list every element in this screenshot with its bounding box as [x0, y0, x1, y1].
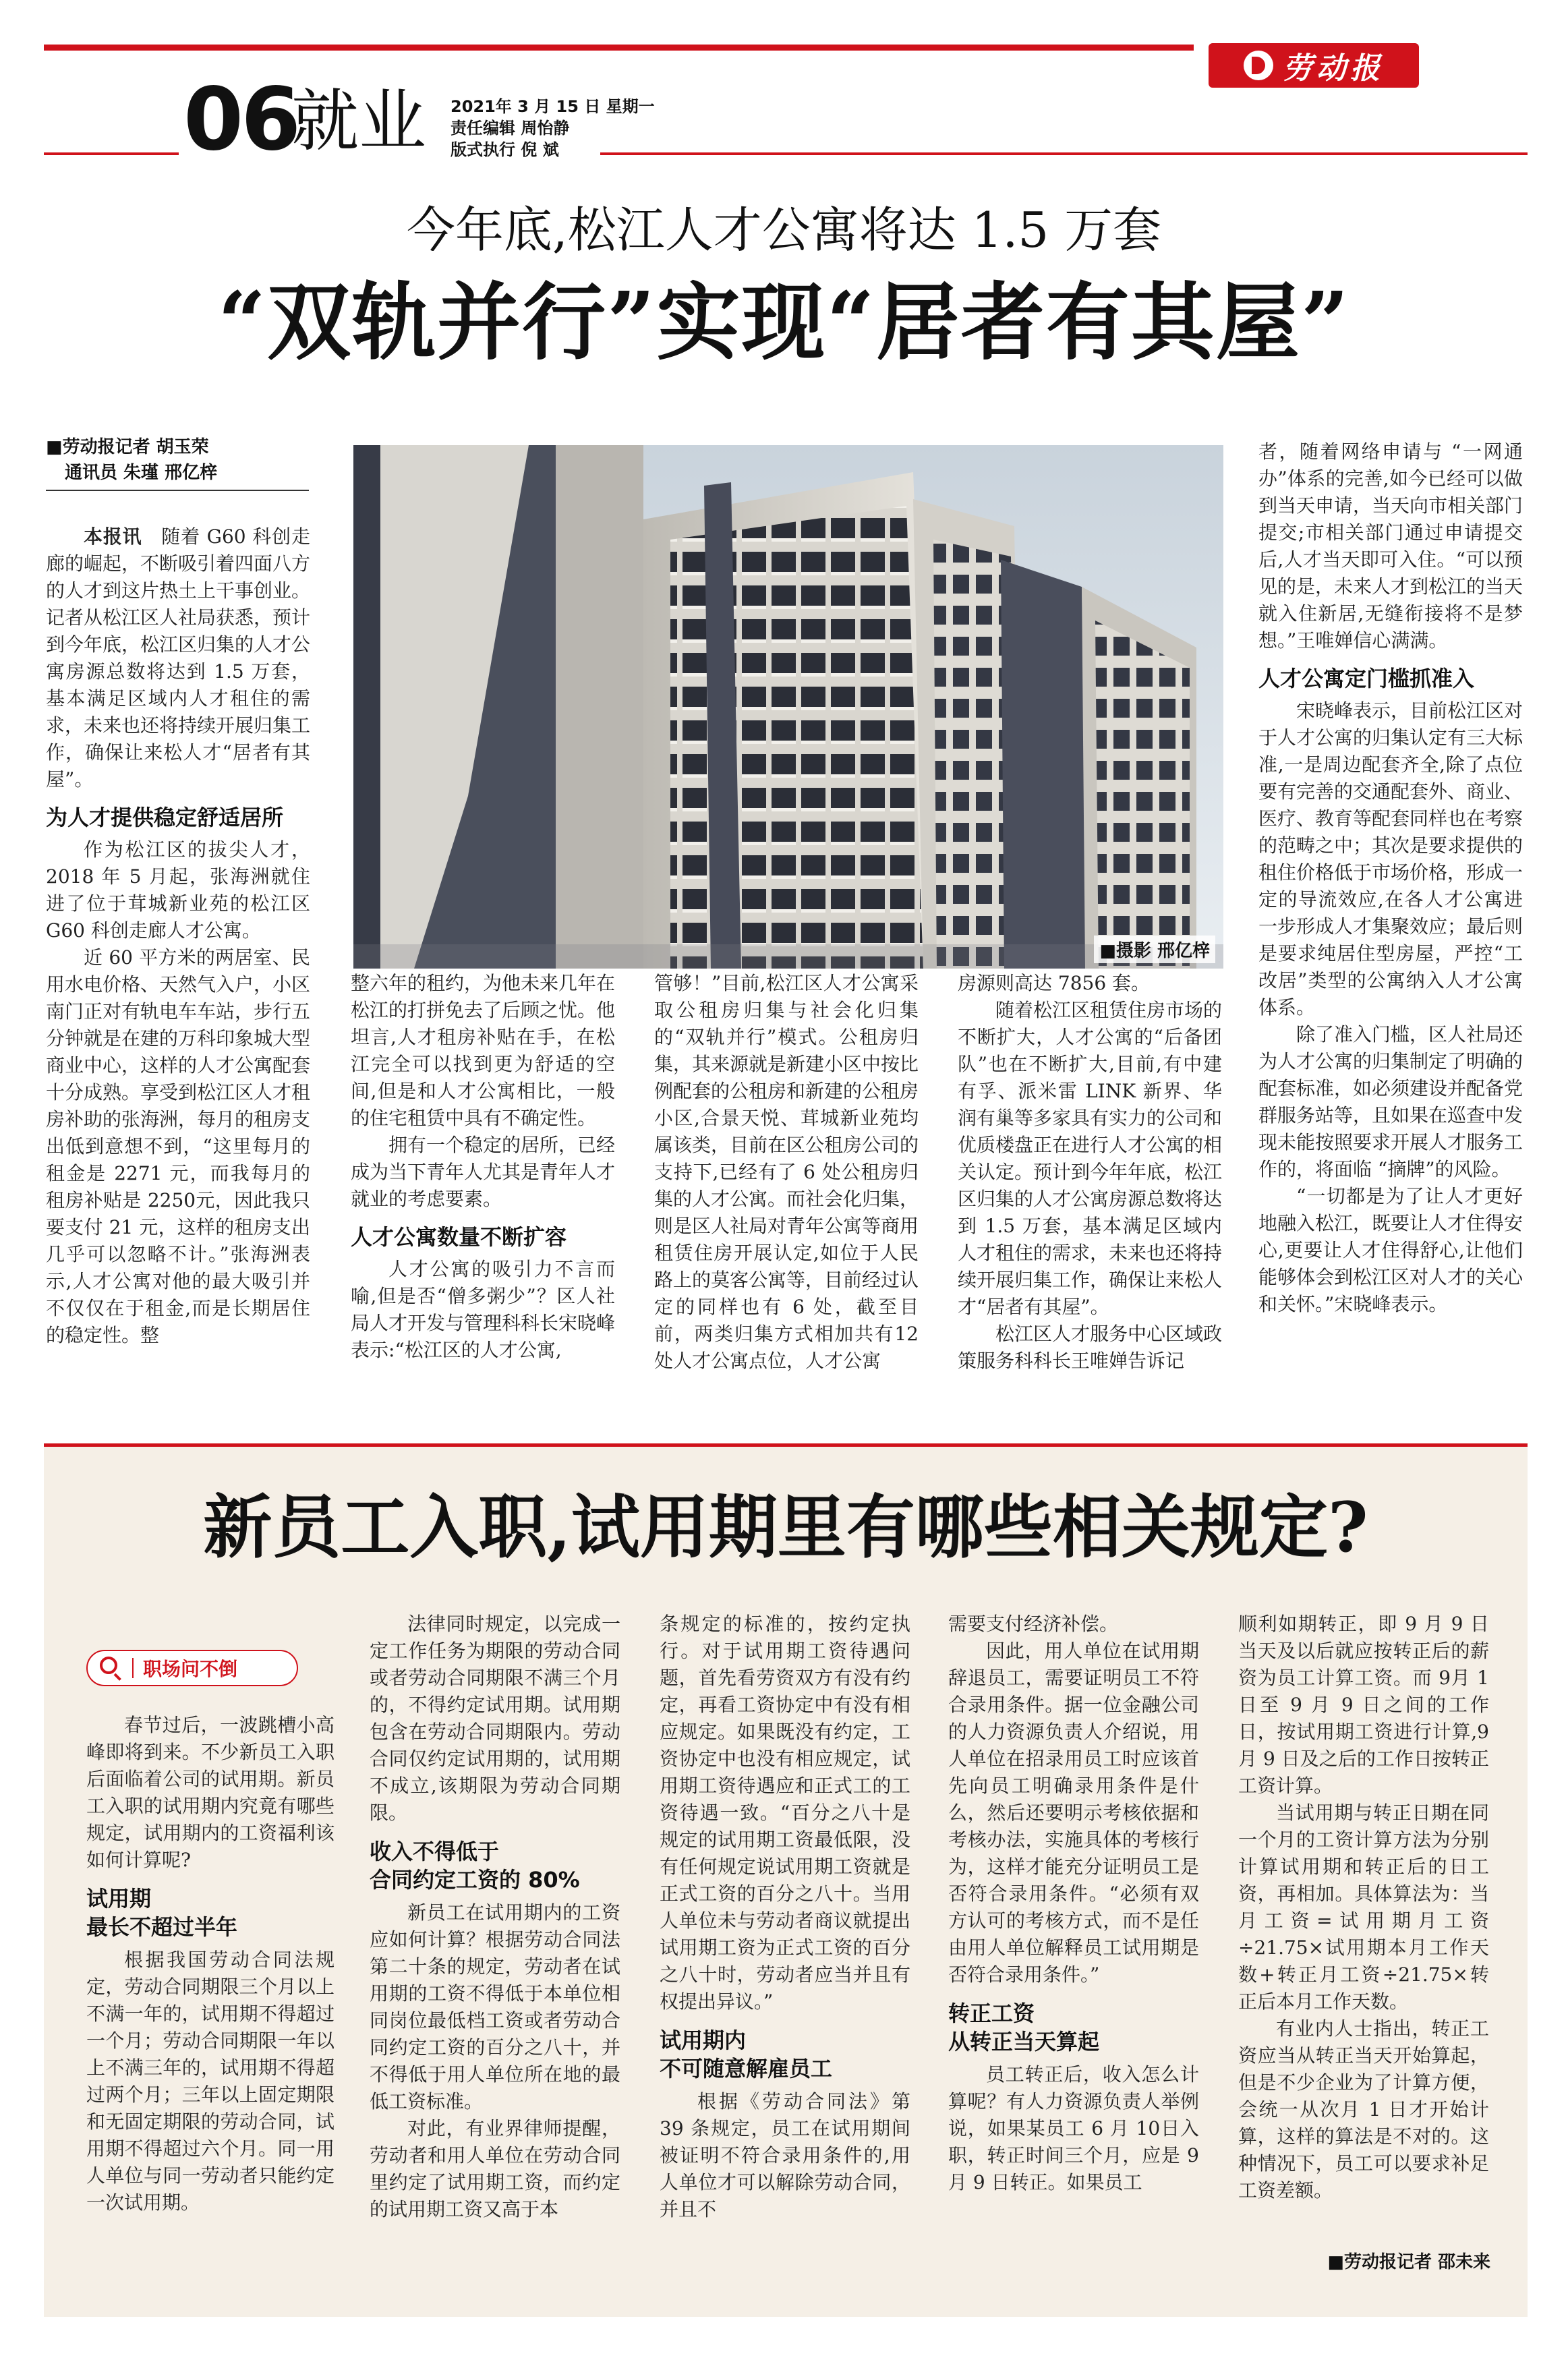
article1-paragraph: 除了准入门槛，区人社局还为人才公寓的归集制定了明确的配套标准，如必须建设并配备党群服务站等，且如果在巡查中发现未能按照要求开展人才服务工作的，将面临 “摘牌”的风险。 [1258, 1023, 1523, 1180]
layout-editor: 版式执行 倪 斌 [451, 140, 559, 159]
article2-column-2 [370, 1611, 620, 2278]
column-tag-label: 职场问不倒 [143, 1658, 238, 1680]
building-photo [353, 445, 1223, 969]
article1-paragraph: 整六年的租约，为他未来几年在松江的打拼免去了后顾之忧。他坦言,人才租房补贴在手，在松江完全可以找到更为舒适的空间,但是和人才公寓相比，一般的住宅租赁中具有不确定性。 [351, 972, 615, 1129]
search-icon [100, 1657, 123, 1679]
article2-red-rule [44, 1443, 1528, 1447]
article1-paragraph: 近 60 平方米的两居室、民用水电价格、天然气入户，小区南门正对有轨电车车站，步行五分钟就是在建的万科印象城大型商业中心，这样的人才公寓配套十分成熟。享受到松江区人才租房补助的张海洲，每月的租房支出低到意想不到，“这里每月的租金是 2271 元，而我每月的租房补贴是 2250元，因此我只要支付 21 元，这样的租房支出几乎可以忽略不计。”张海洲表示,人才公寓对他的最大吸引并不仅仅在于租金,而是长期居住的稳定性。整 [46, 946, 310, 1346]
article1-paragraph: 管够！”目前,松江区人才公寓采取公租房归集与社会化归集的“双轨并行”模式。公租房归集，其来源就是新建小区中按比例配套的公租房和新建的公租房小区,合景天悦、茸城新业苑均属该类，目前在区公租房公司的支持下,已经有了 6 处公租房归集的人才公寓。而社会化归集，则是区人社局对青年公寓等商用租赁住房开展认定,如位于人民路上的莫客公寓等，目前经过认定的同样也有 6 处，截至目前，两类归集方式相加共有12 处人才公寓点位，人才公寓 [654, 972, 919, 1372]
article2-paragraph: 根据《劳动合同法》第 39 条规定，员工在试用期间被证明不符合录用条件的,用人单位才可以解除劳动合同，并且不 [660, 2090, 910, 2220]
article2-paragraph: 因此，用人单位在试用期辞退员工，需要证明员工不符合录用条件。据一位金融公司的人力资源负责人介绍说，用人单位在招录用员工时应该首先向员工明确录用条件是什么，然后还要明示考核依据和考核办法，实施具体的考核行为，这样才能充分证明员工是否符合录用条件。“必须有双方认可的考核方式，而不是任由用人单位解释员工试用期是否符合录用条件。” [948, 1640, 1199, 1986]
paper-name: 劳动报 [1283, 51, 1384, 86]
article1-column-1 [46, 523, 310, 1411]
section-title: 就业 [291, 82, 426, 161]
responsible-editor: 责任编辑 周怡静 [451, 119, 570, 138]
article1-intro-paragraph: 本报讯 随着 G60 科创走廊的崛起，不断吸引着四面八方的人才到这片热土上干事创业。记者从松江区人社局获悉，预计到今年底，松江区归集的人才公寓房源总数将达到 1.5 万套，基本满足区域内人才租住的需求，未来也还将持续开展归集工作，确保让来松人才“居者有其屋”。 [46, 525, 310, 791]
article2-paragraph: 当试用期与转正日期在同一个月的工资计算方法为分别计算试用期和转正后的日工资，再相加。具体算法为：当月工资=试用期月工资÷21.75×试用期本月工作天数+转正月工资÷21.75×转正后本月工作天数。 [1238, 1802, 1489, 2013]
article2-column-3 [660, 1611, 910, 2278]
article2-paragraph: 需要支付经济补偿。 [948, 1613, 1119, 1635]
article2-paragraph: 根据我国劳动合同法规定，劳动合同期限三个月以上不满一年的，试用期不得超过一个月；劳动合同期限一年以上不满三年的，试用期不得超过两个月；三年以上固定期限和无固定期限的劳动合同，试用期不得超过六个月。同一用人单位与同一劳动者只能约定一次试用期。 [86, 1949, 335, 2214]
article1-subhead-1: 为人才提供稳定舒适居所 [46, 805, 284, 830]
article2-headline: 新员工入职,试用期里有哪些相关规定? [203, 1487, 1368, 1568]
article1-paragraph: 人才公寓的吸引力不言而喻,但是否“僧多粥少”？区人社局人才开发与管理科科长宋晓峰表示:“松江区的人才公寓, [351, 1258, 615, 1361]
article1-paragraph: 拥有一个稳定的居所，已经成为当下青年人尤其是青年人才就业的考虑要素。 [351, 1134, 615, 1210]
article1-paragraph: 房源则高达 7856 套。 [958, 972, 1151, 994]
article1-paragraph: “一切都是为了让人才更好地融入松江，既要让人才住得安心,更要让人才住得舒心,让他们能够体会到松江区对人才的关心和关怀。”宋晓峰表示。 [1258, 1185, 1523, 1315]
article2-subhead-1: 试用期 最长不超过半年 [86, 1886, 238, 1940]
article1-kicker: 今年底,松江人才公寓将达 1.5 万套 [406, 202, 1162, 258]
article1-paragraph: 随着松江区租赁住房市场的不断扩大，人才公寓的“后备团队”也在不断扩大,目前,有中建有孚、派米雷 LINK 新界、华润有巢等多家具有实力的公司和优质楼盘正在进行人才公寓的相关认定。预计到今年年底，松江区归集的人才公寓房源总数将达到 1.5 万套，基本满足区域内人才租住的需求，未来也还将持续开展归集工作，确保让来松人才“居者有其屋”。 [958, 999, 1222, 1318]
masthead-red-rule-right [600, 152, 1528, 155]
article2-byline: ■劳动报记者 邵未来 [1327, 2252, 1490, 2272]
article2-column-4 [948, 1611, 1199, 2278]
article2-paragraph: 有业内人士指出，转正工资应当从转正当天开始算起，但是不少企业为了计算方便，会统一从次月 1 日才开始计算，这样的算法是不对的。这种情况下，员工可以要求补足工资差额。 [1238, 2017, 1489, 2202]
article2-paragraph: 员工转正后，收入怎么计算呢？有人力资源负责人举例说，如果某员工 6 月 10日入职，转正时间三个月，应是 9 月 9 日转正。如果员工 [948, 2063, 1199, 2193]
masthead-red-rule-left [44, 152, 179, 155]
lead-label: 本报讯 [84, 525, 142, 548]
byline-correspondent: 通讯员 朱瑾 邢亿梓 [65, 463, 218, 483]
article2-paragraph: 法律同时规定，以完成一定工作任务为期限的劳动合同或者劳动合同期限不满三个月的，不得约定试用期。试用期包含在劳动合同期限内。劳动合同仅约定试用期的，试用期不成立,该期限为劳动合同期限。 [370, 1613, 620, 1824]
article1-subhead-2: 人才公寓数量不断扩容 [351, 1224, 567, 1250]
photo-credit: ■摄影 邢亿梓 [1094, 936, 1215, 963]
article1-paragraph: 松江区人才服务中心区域政策服务科科长王唯婵告诉记 [958, 1323, 1222, 1372]
article1-column-2 [351, 970, 615, 1411]
article2-subhead-2: 收入不得低于 合同约定工资的 80% [370, 1839, 580, 1893]
article2-subhead-3: 试用期内 不可随意解雇员工 [660, 2028, 833, 2081]
article1-column-4 [958, 970, 1222, 1411]
article2-subhead-4: 转正工资 从转正当天算起 [948, 2001, 1100, 2055]
building-illustration [353, 445, 1223, 969]
column-tag [86, 1650, 298, 1686]
top-red-rule [44, 45, 1194, 51]
article1-byline [46, 434, 309, 491]
article1-paragraph: 宋晓峰表示，目前松江区对于人才公寓的归集认定有三大标准,一是周边配套齐全,除了点位要有完善的交通配套外、商业、医疗、教育等配套同样也在考察的范畴之中；其次是要求提供的租住价格低于市场价格，形成一定的导流效应,在各人才公寓进一步形成人才集聚效应；最后则是要求纯居住型房屋，严控“工改居”类型的公寓纳入人才公寓体系。 [1258, 699, 1523, 1018]
logo-icon [1244, 51, 1273, 80]
article1-subhead-3: 人才公寓定门槛抓准入 [1258, 666, 1475, 691]
paper-logo [1209, 43, 1419, 88]
issue-date: 2021年 3 月 15 日 星期一 [451, 97, 655, 116]
page-number: 06 [183, 69, 299, 170]
article1-column-5 [1258, 438, 1523, 1411]
issue-info [451, 96, 655, 161]
article2-column-1 [86, 1712, 335, 2278]
tag-divider [132, 1658, 134, 1678]
article1-column-3 [654, 970, 919, 1411]
article2-paragraph: 春节过后，一波跳槽小高峰即将到来。不少新员工入职后面临着公司的试用期。新员工入职的试用期内究竟有哪些规定，试用期内的工资福利该如何计算呢? [86, 1714, 335, 1871]
article1-paragraph: 作为松江区的拔尖人才，2018 年 5 月起，张海洲就住进了位于茸城新业苑的松江区G60 科创走廊人才公寓。 [46, 838, 310, 942]
article2-column-5 [1238, 1611, 1489, 2245]
article2-paragraph: 新员工在试用期内的工资应如何计算？根据劳动合同法第二十条的规定，劳动者在试用期的工资不得低于本单位相同岗位最低档工资或者劳动合同约定工资的百分之八十，并不得低于用人单位所在地的最低工资标准。 [370, 1901, 620, 2113]
article2-paragraph: 条规定的标准的，按约定执行。对于试用期工资待遇问题，首先看劳资双方有没有约定，再看工资协定中有没有相应规定。如果既没有约定，工资协定中也没有相应规定，试用期工资待遇应和正式工的工资待遇一致。“百分之八十是规定的试用期工资最低限，没有任何规定说试用期工资就是正式工资的百分之八十。当用人单位未与劳动者商议就提出试用期工资为正式工资的百分之八十时，劳动者应当并且有权提出异议。” [660, 1613, 910, 2013]
article2-paragraph: 顺利如期转正，即 9 月 9 日当天及以后就应按转正后的薪资为员工计算工资。而 9月 1 日至 9 月 9 日之间的工作日，按试用期工资进行计算,9 月 9 日及之后的工作日按转正工资计算。 [1238, 1613, 1489, 1797]
article2-paragraph: 对此，有业界律师提醒，劳动者和用人单位在劳动合同里约定了试用期工资，而约定的试用期工资又高于本 [370, 2117, 620, 2220]
byline-reporter: ■劳动报记者 胡玉荣 [46, 437, 209, 457]
article1-paragraph: 者，随着网络申请与 “一网通办”体系的完善,如今已经可以做到当天申请，当天向市相关部门提交;市相关部门通过申请提交后,人才当天即可入住。“可以预见的是，未来人才到松江的当天就入住新居,无缝衔接将不是梦想。”王唯婵信心满满。 [1258, 440, 1523, 652]
article1-headline: “双轨并行”实现“居者有其屋” [217, 274, 1351, 372]
